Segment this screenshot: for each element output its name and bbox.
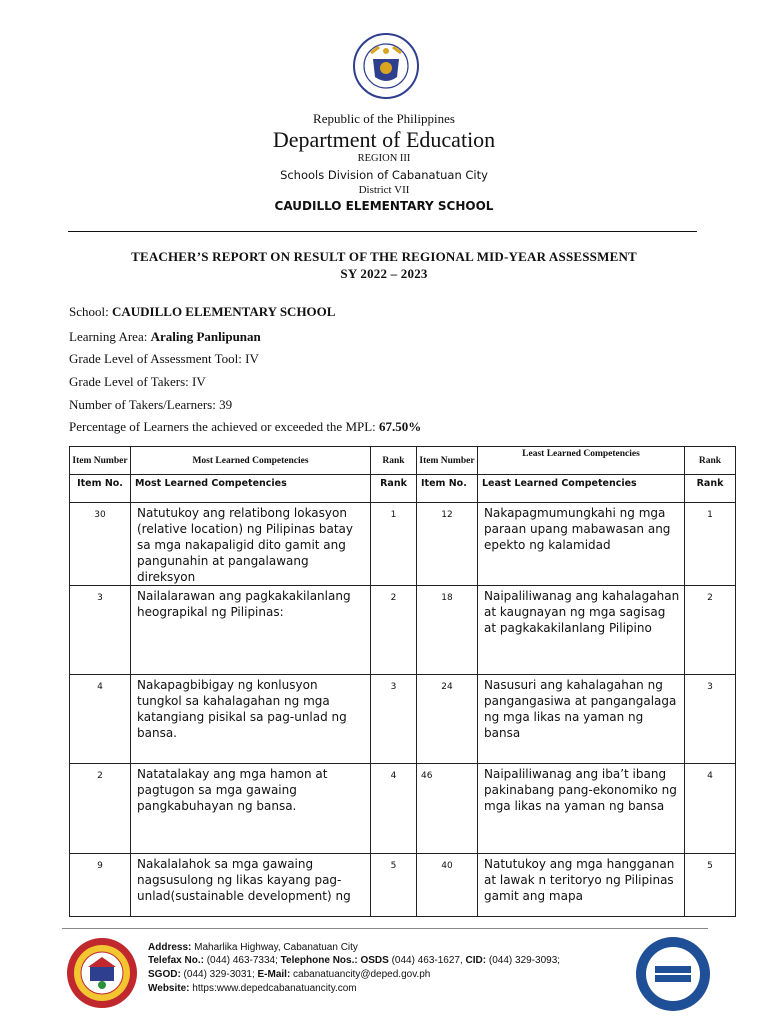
- region-line: REGION III: [357, 153, 411, 164]
- most-item-no: 2: [70, 764, 131, 854]
- most-item-no: 4: [70, 675, 131, 764]
- info-school-value: CAUDILLO ELEMENTARY SCHOOL: [111, 304, 336, 319]
- col-rank: Rank: [371, 447, 417, 475]
- table-row: [70, 675, 736, 764]
- most-rank: 1: [371, 503, 417, 586]
- table-row: [70, 854, 736, 917]
- col-most-learned: Most Learned Competencies: [131, 447, 371, 475]
- most-competency: Nakapagbibigay ng konlusyon tungkol sa kahalagahan ng mga katangiang pisikal sa pag-unlad ng bansa.: [131, 675, 371, 764]
- table-header-row: [70, 447, 736, 475]
- subcol-least-learned: Least Learned Competencies: [478, 475, 685, 503]
- republic-line: Republic of the Philippines: [313, 111, 455, 126]
- most-rank: 2: [371, 586, 417, 675]
- info-area-value: Araling Panlipunan: [150, 329, 261, 344]
- col-least-learned: Least Learned Competencies: [478, 447, 685, 475]
- school-name-header: CAUDILLO ELEMENTARY SCHOOL: [274, 199, 494, 213]
- info-learning-area: Learning Area: Araling Panlipunan: [69, 329, 261, 344]
- least-competency: Nakapagmumungkahi ng mga paraan upang mabawasan ang epekto ng kalamidad: [478, 503, 685, 586]
- info-number-takers: Number of Takers/Learners: 39: [69, 397, 233, 412]
- footer-divider: [62, 928, 708, 929]
- table-row: [70, 764, 736, 854]
- footer-website: Website: https:www.depedcabanatuancity.com: [148, 983, 357, 994]
- subcol-item-no-2: Item No.: [417, 475, 478, 503]
- footer-address: Address: Maharlika Highway, Cabanatuan City: [148, 942, 358, 953]
- least-item-no: 24: [417, 675, 478, 764]
- col-item-number-2: Item Number: [417, 447, 478, 475]
- least-competency: Naipaliliwanag ang iba’t ibang pakinabang pang-ekonomiko ng mga likas na yaman ng bansa: [478, 764, 685, 854]
- header-divider: [68, 231, 697, 232]
- most-competency: Natutukoy ang relatibong lokasyon (relative location) ng Pilipinas batay sa mga nakapaligid dito gamit ang pangunahin at pangalawang direksyon: [131, 503, 371, 586]
- table-row: [70, 586, 736, 675]
- subcol-item-no: Item No.: [70, 475, 131, 503]
- info-takers-grade: Grade Level of Takers: IV: [69, 374, 206, 389]
- division-seal-logo: [66, 937, 138, 1009]
- subcol-rank: Rank: [371, 475, 417, 503]
- division-line: Schools Division of Cabanatuan City: [280, 168, 488, 182]
- least-competency: Naipaliliwanag ang kahalagahan at kaugnayan ng mga sagisag at pagkakakilanlang Pilipino: [478, 586, 685, 675]
- footer-phones: Telefax No.: (044) 463-7334; Telephone Nos.: OSDS (044) 463-1627, CID: (044) 329-3093;: [148, 955, 561, 966]
- most-item-no: 30: [70, 503, 131, 586]
- most-rank: 3: [371, 675, 417, 764]
- most-rank: 4: [371, 764, 417, 854]
- least-rank: 2: [685, 586, 736, 675]
- subcol-rank-2: Rank: [685, 475, 736, 503]
- least-item-no: 18: [417, 586, 478, 675]
- least-item-no: 12: [417, 503, 478, 586]
- district-line: District VII: [358, 184, 410, 196]
- least-item-no: 46: [417, 764, 478, 854]
- info-school: School: CAUDILLO ELEMENTARY SCHOOL: [69, 304, 336, 319]
- col-rank-2: Rank: [685, 447, 736, 475]
- table-row: [70, 503, 736, 586]
- subcol-most-learned: Most Learned Competencies: [131, 475, 371, 503]
- most-item-no: 9: [70, 854, 131, 917]
- most-competency: Natatalakay ang mga hamon at pagtugon sa mga gawaing pangkabuhayan ng bansa.: [131, 764, 371, 854]
- table-subheader-row: [70, 475, 736, 503]
- most-rank: 5: [371, 854, 417, 917]
- col-item-number: Item Number: [70, 447, 131, 475]
- footer-contacts: SGOD: (044) 329-3031; E-Mail: cabanatuancity@deped.gov.ph: [148, 969, 431, 980]
- least-rank: 5: [685, 854, 736, 917]
- iso-certification-logo: [635, 936, 711, 1012]
- most-item-no: 3: [70, 586, 131, 675]
- report-title: TEACHER’S REPORT ON RESULT OF THE REGIONAL MID-YEAR ASSESSMENT: [131, 249, 637, 264]
- department-title: Department of Education: [272, 127, 496, 152]
- info-mpl: Percentage of Learners the achieved or exceeded the MPL: 67.50%: [69, 419, 422, 434]
- most-competency: Nailalarawan ang pagkakakilanlang heograpikal ng Pilipinas:: [131, 586, 371, 675]
- least-item-no: 40: [417, 854, 478, 917]
- most-competency: Nakalalahok sa mga gawaing nagsusulong ng likas kayang pag-unlad(sustainable development) ng: [131, 854, 371, 917]
- least-competency: Natutukoy ang mga hangganan at lawak n teritoryo ng Pilipinas gamit ang mapa: [478, 854, 685, 917]
- info-mpl-value: 67.50%: [379, 419, 422, 434]
- competencies-table: [69, 446, 735, 917]
- least-competency: Nasusuri ang kahalagahan ng pangangasiwa at pangangalaga ng mga likas na yaman ng bansa: [478, 675, 685, 764]
- least-rank: 1: [685, 503, 736, 586]
- school-year: SY 2022 – 2023: [340, 266, 428, 281]
- info-assessment-tool: Grade Level of Assessment Tool: IV: [69, 351, 259, 366]
- deped-seal-logo: [353, 33, 419, 99]
- least-rank: 4: [685, 764, 736, 854]
- least-rank: 3: [685, 675, 736, 764]
